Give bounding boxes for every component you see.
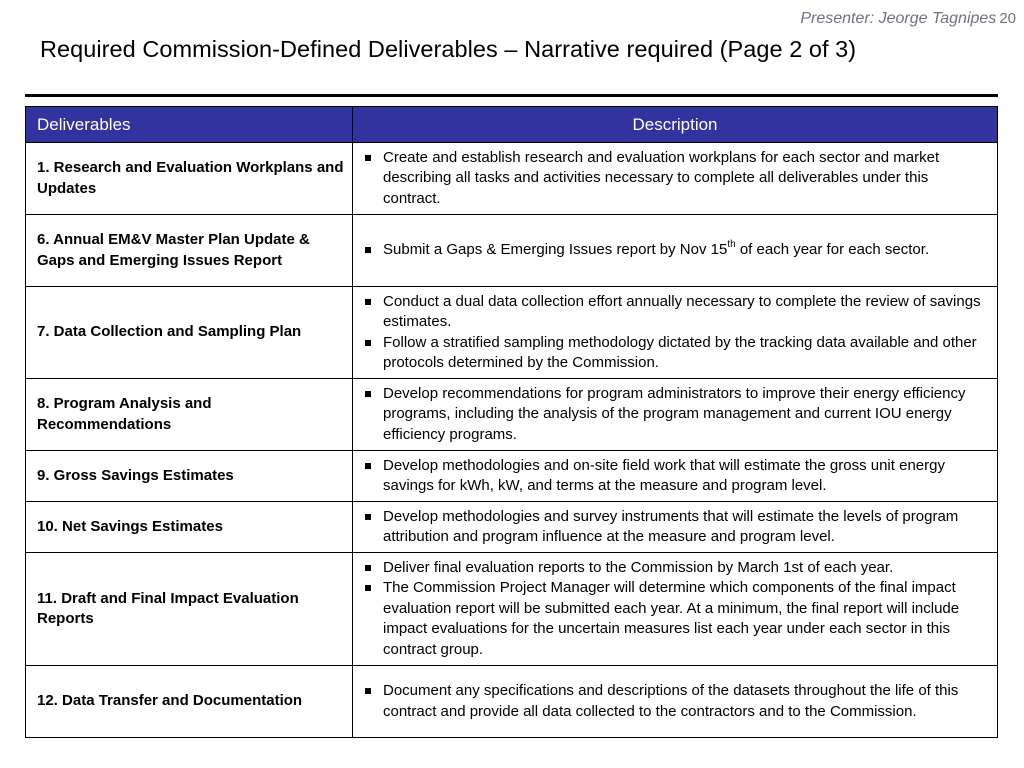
deliverables-column-header: Deliverables [26, 107, 353, 143]
deliverable-name: 12. Data Transfer and Documentation [26, 666, 353, 738]
bullet-text-after-superscript: of each year for each sector. [735, 241, 930, 259]
bullet-text: Develop methodologies and on-site field work that will estimate the gross unit energy savings for kWh, kW, and terms at the measure and program level. [383, 456, 945, 494]
bullet-square-icon [365, 463, 371, 469]
description-bullet [363, 292, 989, 333]
deliverable-name: 6. Annual EM&V Master Plan Update & Gaps and Emerging Issues Report [26, 215, 353, 287]
bullet-text-before-superscript: Submit a Gaps & Emerging Issues report by Nov 15 [383, 241, 728, 259]
bullet-square-icon [365, 391, 371, 397]
description-bullet [363, 384, 989, 446]
deliverable-description [353, 553, 998, 666]
table-row [26, 143, 998, 215]
deliverable-description [353, 143, 998, 215]
deliverable-name: 7. Data Collection and Sampling Plan [26, 287, 353, 379]
bullet-text: Develop methodologies and survey instruments that will estimate the levels of program attribution and program influence at the measure and program level. [383, 507, 959, 545]
description-column-header: Description [353, 107, 998, 143]
bullet-square-icon [365, 340, 371, 346]
bullet-text: Develop recommendations for program administrators to improve their energy efficiency programs, including the analysis of the program management and current IOU energy efficiency programs. [383, 384, 966, 443]
bullet-square-icon [365, 585, 371, 591]
description-bullet [363, 578, 989, 660]
description-bullet [363, 240, 989, 261]
bullet-text: Follow a stratified sampling methodology dictated by the tracking data available and other protocols determined by the Commission. [383, 333, 977, 371]
bullet-text: Document any specifications and descriptions of the datasets throughout the life of this contract and provide all data collected to the contractors and to the Commission. [383, 682, 959, 720]
slide-number: 20 [999, 10, 1016, 27]
slide-title: Required Commission-Defined Deliverables – Narrative required (Page 2 of 3) [40, 36, 857, 62]
deliverable-name: 8. Program Analysis and Recommendations [26, 379, 353, 451]
table-row [26, 553, 998, 666]
description-bullet [363, 148, 989, 210]
presenter-credit [800, 10, 1016, 28]
bullet-square-icon [365, 514, 371, 520]
bullet-text: Create and establish research and evaluation workplans for each sector and market describing all tasks and activities necessary to complete all deliverables under this contract. [383, 148, 940, 207]
description-bullet [363, 681, 989, 722]
table-row [26, 451, 998, 502]
bullet-text: Conduct a dual data collection effort annually necessary to complete the review of savings estimates. [383, 292, 981, 330]
deliverables-table [25, 106, 998, 738]
description-bullet [363, 507, 989, 548]
bullet-text: The Commission Project Manager will determine which components of the final impact evaluation report will be submitted each year. At a minimum, the final report will include impact evaluations for the uncertain measures list each year under each sector in this contract group. [383, 579, 960, 658]
deliverable-description [353, 215, 998, 287]
table-row [26, 666, 998, 738]
ordinal-superscript: th [727, 239, 736, 251]
description-bullet [363, 333, 989, 374]
table-row [26, 379, 998, 451]
deliverable-description [353, 666, 998, 738]
table-row [26, 215, 998, 287]
title-divider [25, 94, 998, 97]
deliverable-name: 1. Research and Evaluation Workplans and Updates [26, 143, 353, 215]
table-row [26, 287, 998, 379]
deliverable-name: 11. Draft and Final Impact Evaluation Reports [26, 553, 353, 666]
deliverable-description [353, 502, 998, 553]
deliverable-description [353, 379, 998, 451]
deliverable-name: 9. Gross Savings Estimates [26, 451, 353, 502]
bullet-square-icon [365, 247, 371, 253]
bullet-square-icon [365, 155, 371, 161]
table-row [26, 502, 998, 553]
bullet-text: Deliver final evaluation reports to the Commission by March 1st of each year. [383, 558, 894, 576]
description-bullet [363, 456, 989, 497]
presenter-label: Presenter: Jeorge Tagnipes [800, 10, 997, 27]
bullet-square-icon [365, 299, 371, 305]
table-header-row [26, 107, 998, 143]
deliverable-name: 10. Net Savings Estimates [26, 502, 353, 553]
bullet-square-icon [365, 688, 371, 694]
deliverable-description [353, 287, 998, 379]
bullet-square-icon [365, 565, 371, 571]
description-bullet [363, 558, 989, 579]
deliverable-description [353, 451, 998, 502]
